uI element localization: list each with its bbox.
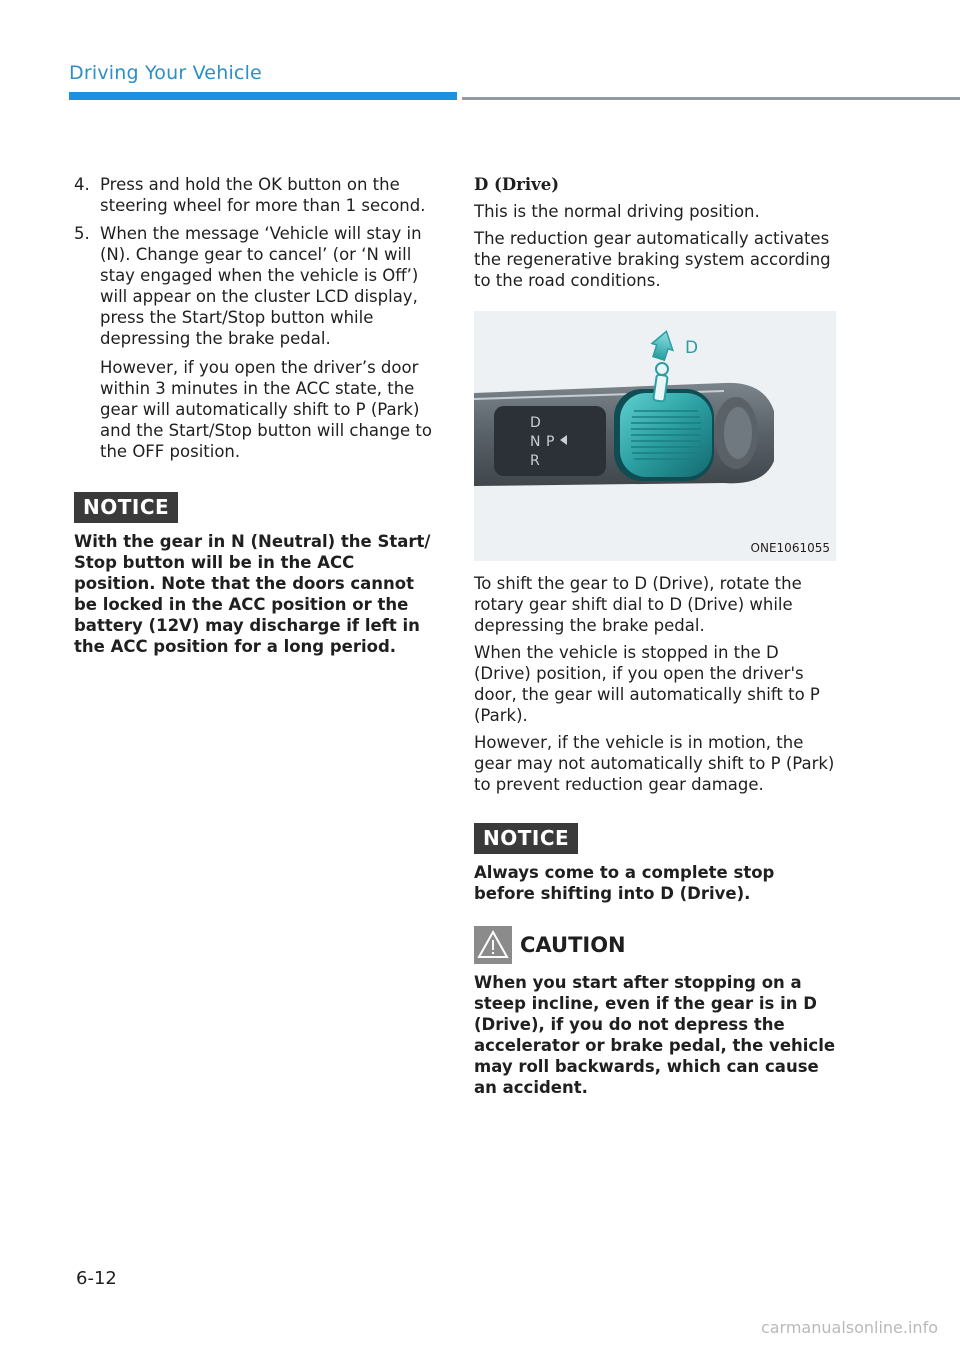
- page-number: 6-12: [76, 1268, 117, 1289]
- notice-badge: NOTICE: [74, 492, 178, 523]
- header-rule-blue: [69, 92, 457, 100]
- right-column: [474, 174, 838, 1098]
- paragraph-2: The reduction gear automatically activates the regenerative braking system according to the road conditions.: [474, 229, 831, 290]
- notice-text-right: Always come to a complete stop before shifting into D (Drive).: [474, 863, 775, 903]
- caution-header: [474, 926, 838, 964]
- watermark: carmanualsonline.info: [760, 1318, 938, 1337]
- notice-text: With the gear in N (Neutral) the Start/ Stop button will be in the ACC position. Note that the doors cannot be locked in the ACC position or the battery (12V) may discharge if left in the ACC position for a long period.: [74, 532, 431, 656]
- warning-triangle-icon: [474, 926, 512, 964]
- notice-block-right: [474, 823, 838, 904]
- step-5-number: 5.: [74, 224, 90, 243]
- gear-dial-figure: [474, 311, 836, 561]
- left-column: [74, 174, 440, 657]
- step-4-number: 4.: [74, 175, 90, 194]
- gear-dial-illustration: [474, 311, 836, 561]
- gear-label-r: R: [530, 453, 540, 469]
- header-rule-gray: [462, 97, 960, 100]
- section-header: Driving Your Vehicle: [69, 62, 262, 84]
- paragraph-5: However, if the vehicle is in motion, the gear may not automatically shift to P (Park) to prevent reduction gear damage.: [474, 733, 835, 794]
- notice-badge-right: NOTICE: [474, 823, 578, 854]
- figure-code: ONE1061055: [750, 541, 830, 555]
- step-5: [74, 223, 440, 349]
- notice-block-left: [74, 492, 440, 657]
- section-title: D (Drive): [474, 175, 560, 194]
- paragraph-4: When the vehicle is stopped in the D (Drive) position, if you open the driver's door, the gear will automatically shift to P (Park).: [474, 643, 820, 725]
- gear-label-p: P: [546, 434, 555, 450]
- gear-label-d: D: [530, 415, 541, 431]
- paragraph-1: This is the normal driving position.: [474, 202, 760, 221]
- caution-text: When you start after stopping on a steep incline, even if the gear is in D (Drive), if you do not depress the accelerator or brake pedal, the vehicle may roll backwards, which can cause an accident.: [474, 973, 836, 1097]
- gear-label-n: N: [530, 434, 541, 450]
- step-5-note: However, if you open the driver’s door within 3 minutes in the ACC state, the gear will automatically shift to P (Park) and the Start/Stop button will change to the OFF position.: [100, 358, 432, 461]
- step-5-text: When the message ‘Vehicle will stay in (N). Change gear to cancel’ (or ‘N will stay engaged when the vehicle is Off’) will appear on the cluster LCD display, press the Start/Stop button while depressing the brake pedal.: [100, 224, 422, 348]
- step-4-text: Press and hold the OK button on the steering wheel for more than 1 second.: [100, 175, 426, 215]
- step-4: [74, 174, 440, 216]
- paragraph-3: To shift the gear to D (Drive), rotate the rotary gear shift dial to D (Drive) while depressing the brake pedal.: [474, 574, 802, 635]
- arrow-direction-label: D: [685, 338, 699, 358]
- caution-title: CAUTION: [520, 932, 626, 957]
